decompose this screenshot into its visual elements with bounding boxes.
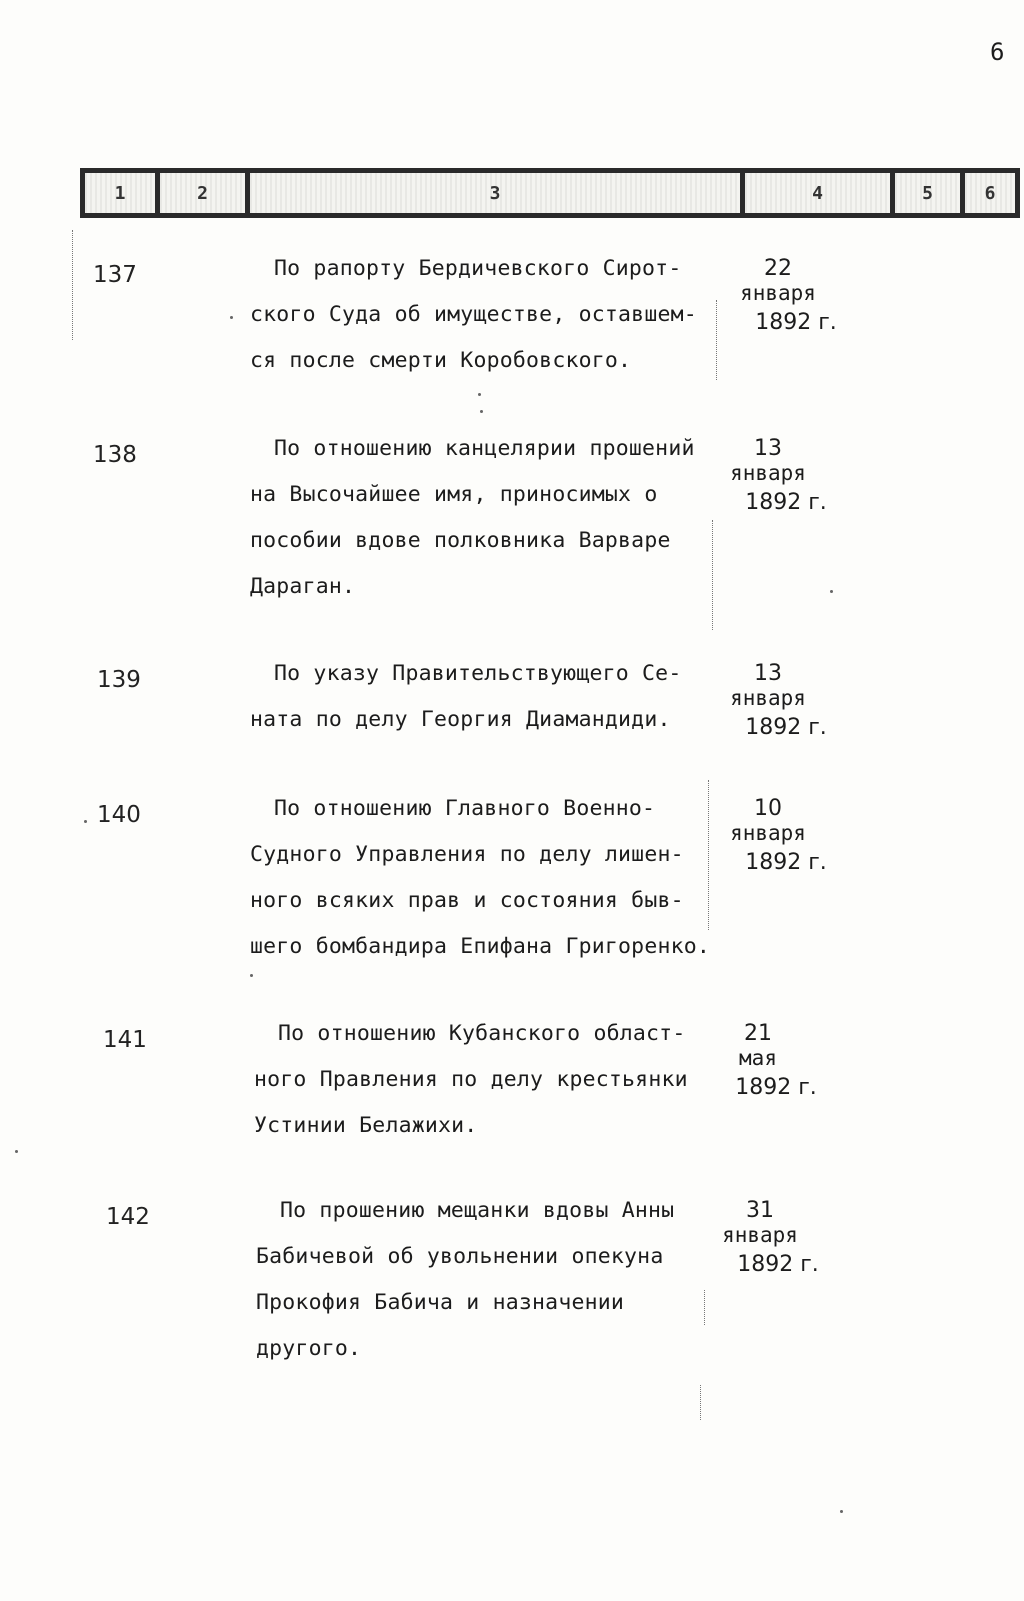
table-header [80, 168, 1020, 218]
date-day: 21 [744, 1021, 772, 1046]
header-col-6: 6 [984, 182, 996, 204]
entry-text: По отношению канцелярии прошений на Высочайшее имя, приносимых о пособии вдове полковника Варваре Дараган. [250, 436, 695, 599]
date-month: января [740, 281, 816, 305]
entry-date [708, 796, 828, 875]
entry-date [698, 1021, 818, 1100]
date-year: 1892 г. [755, 310, 837, 335]
scan-speck [15, 1150, 18, 1153]
entry-text: По указу Правительствующего Се- ната по делу Георгия Диамандиди. [250, 661, 682, 732]
date-month: января [730, 461, 806, 485]
date-year: 1892 г. [745, 715, 827, 740]
column-rule [716, 300, 718, 380]
header-col-2: 2 [160, 173, 250, 213]
date-year: 1892 г. [735, 1075, 817, 1100]
header-col-3: 3 [250, 173, 745, 213]
entry-number: 142 [106, 1204, 150, 1230]
entry-date [708, 661, 828, 740]
date-day: 13 [754, 436, 782, 461]
header-col-5: 5 [895, 173, 965, 213]
date-month: января [722, 1223, 798, 1247]
scan-speck [830, 590, 833, 593]
date-year: 1892 г. [737, 1252, 819, 1277]
scan-speck [84, 820, 87, 823]
date-day: 31 [746, 1198, 774, 1223]
entry-number: 141 [103, 1027, 147, 1053]
column-rule [704, 1290, 706, 1325]
entry-number: 139 [97, 667, 141, 693]
column-rule [712, 520, 714, 630]
date-year: 1892 г. [745, 850, 827, 875]
date-month: января [730, 821, 806, 845]
scan-speck [230, 316, 233, 319]
scan-speck [840, 1510, 843, 1513]
date-day: 10 [754, 796, 782, 821]
entry-date [718, 256, 838, 335]
date-month: мая [739, 1046, 777, 1070]
entry-number: 140 [97, 802, 141, 828]
date-month: января [730, 686, 806, 710]
entry-date [708, 436, 828, 515]
date-day: 22 [764, 256, 792, 281]
entry-text: По рапорту Бердичевского Сирот- ского Суда об имуществе, оставшем- ся после смерти Коробовского. [250, 256, 697, 373]
header-col-4: 4 [745, 173, 895, 213]
column-rule [708, 780, 710, 930]
scan-speck [480, 410, 483, 413]
scan-speck [250, 974, 253, 977]
entry-number: 138 [93, 442, 137, 468]
entry-number: 137 [93, 262, 137, 288]
entry-text: По прошению мещанки вдовы Анны Бабичевой об увольнении опекуна Прокофия Бабича и назначении другого. [256, 1198, 675, 1361]
entry-text: По отношению Главного Военно- Судного Управления по делу лишен- ного всяких прав и состояния быв- шего бомбандира Епифана Григоренко. [250, 796, 711, 959]
scan-speck [478, 393, 481, 396]
header-col-1: 1 [85, 173, 160, 213]
column-rule [72, 230, 74, 340]
entry-text: По отношению Кубанского област- ного Правления по делу крестьянки Устинии Белажихи. [254, 1021, 688, 1138]
entry-date [700, 1198, 820, 1277]
date-year: 1892 г. [745, 490, 827, 515]
column-rule [700, 1385, 702, 1420]
date-day: 13 [754, 661, 782, 686]
page-number: 6 [990, 38, 1005, 66]
